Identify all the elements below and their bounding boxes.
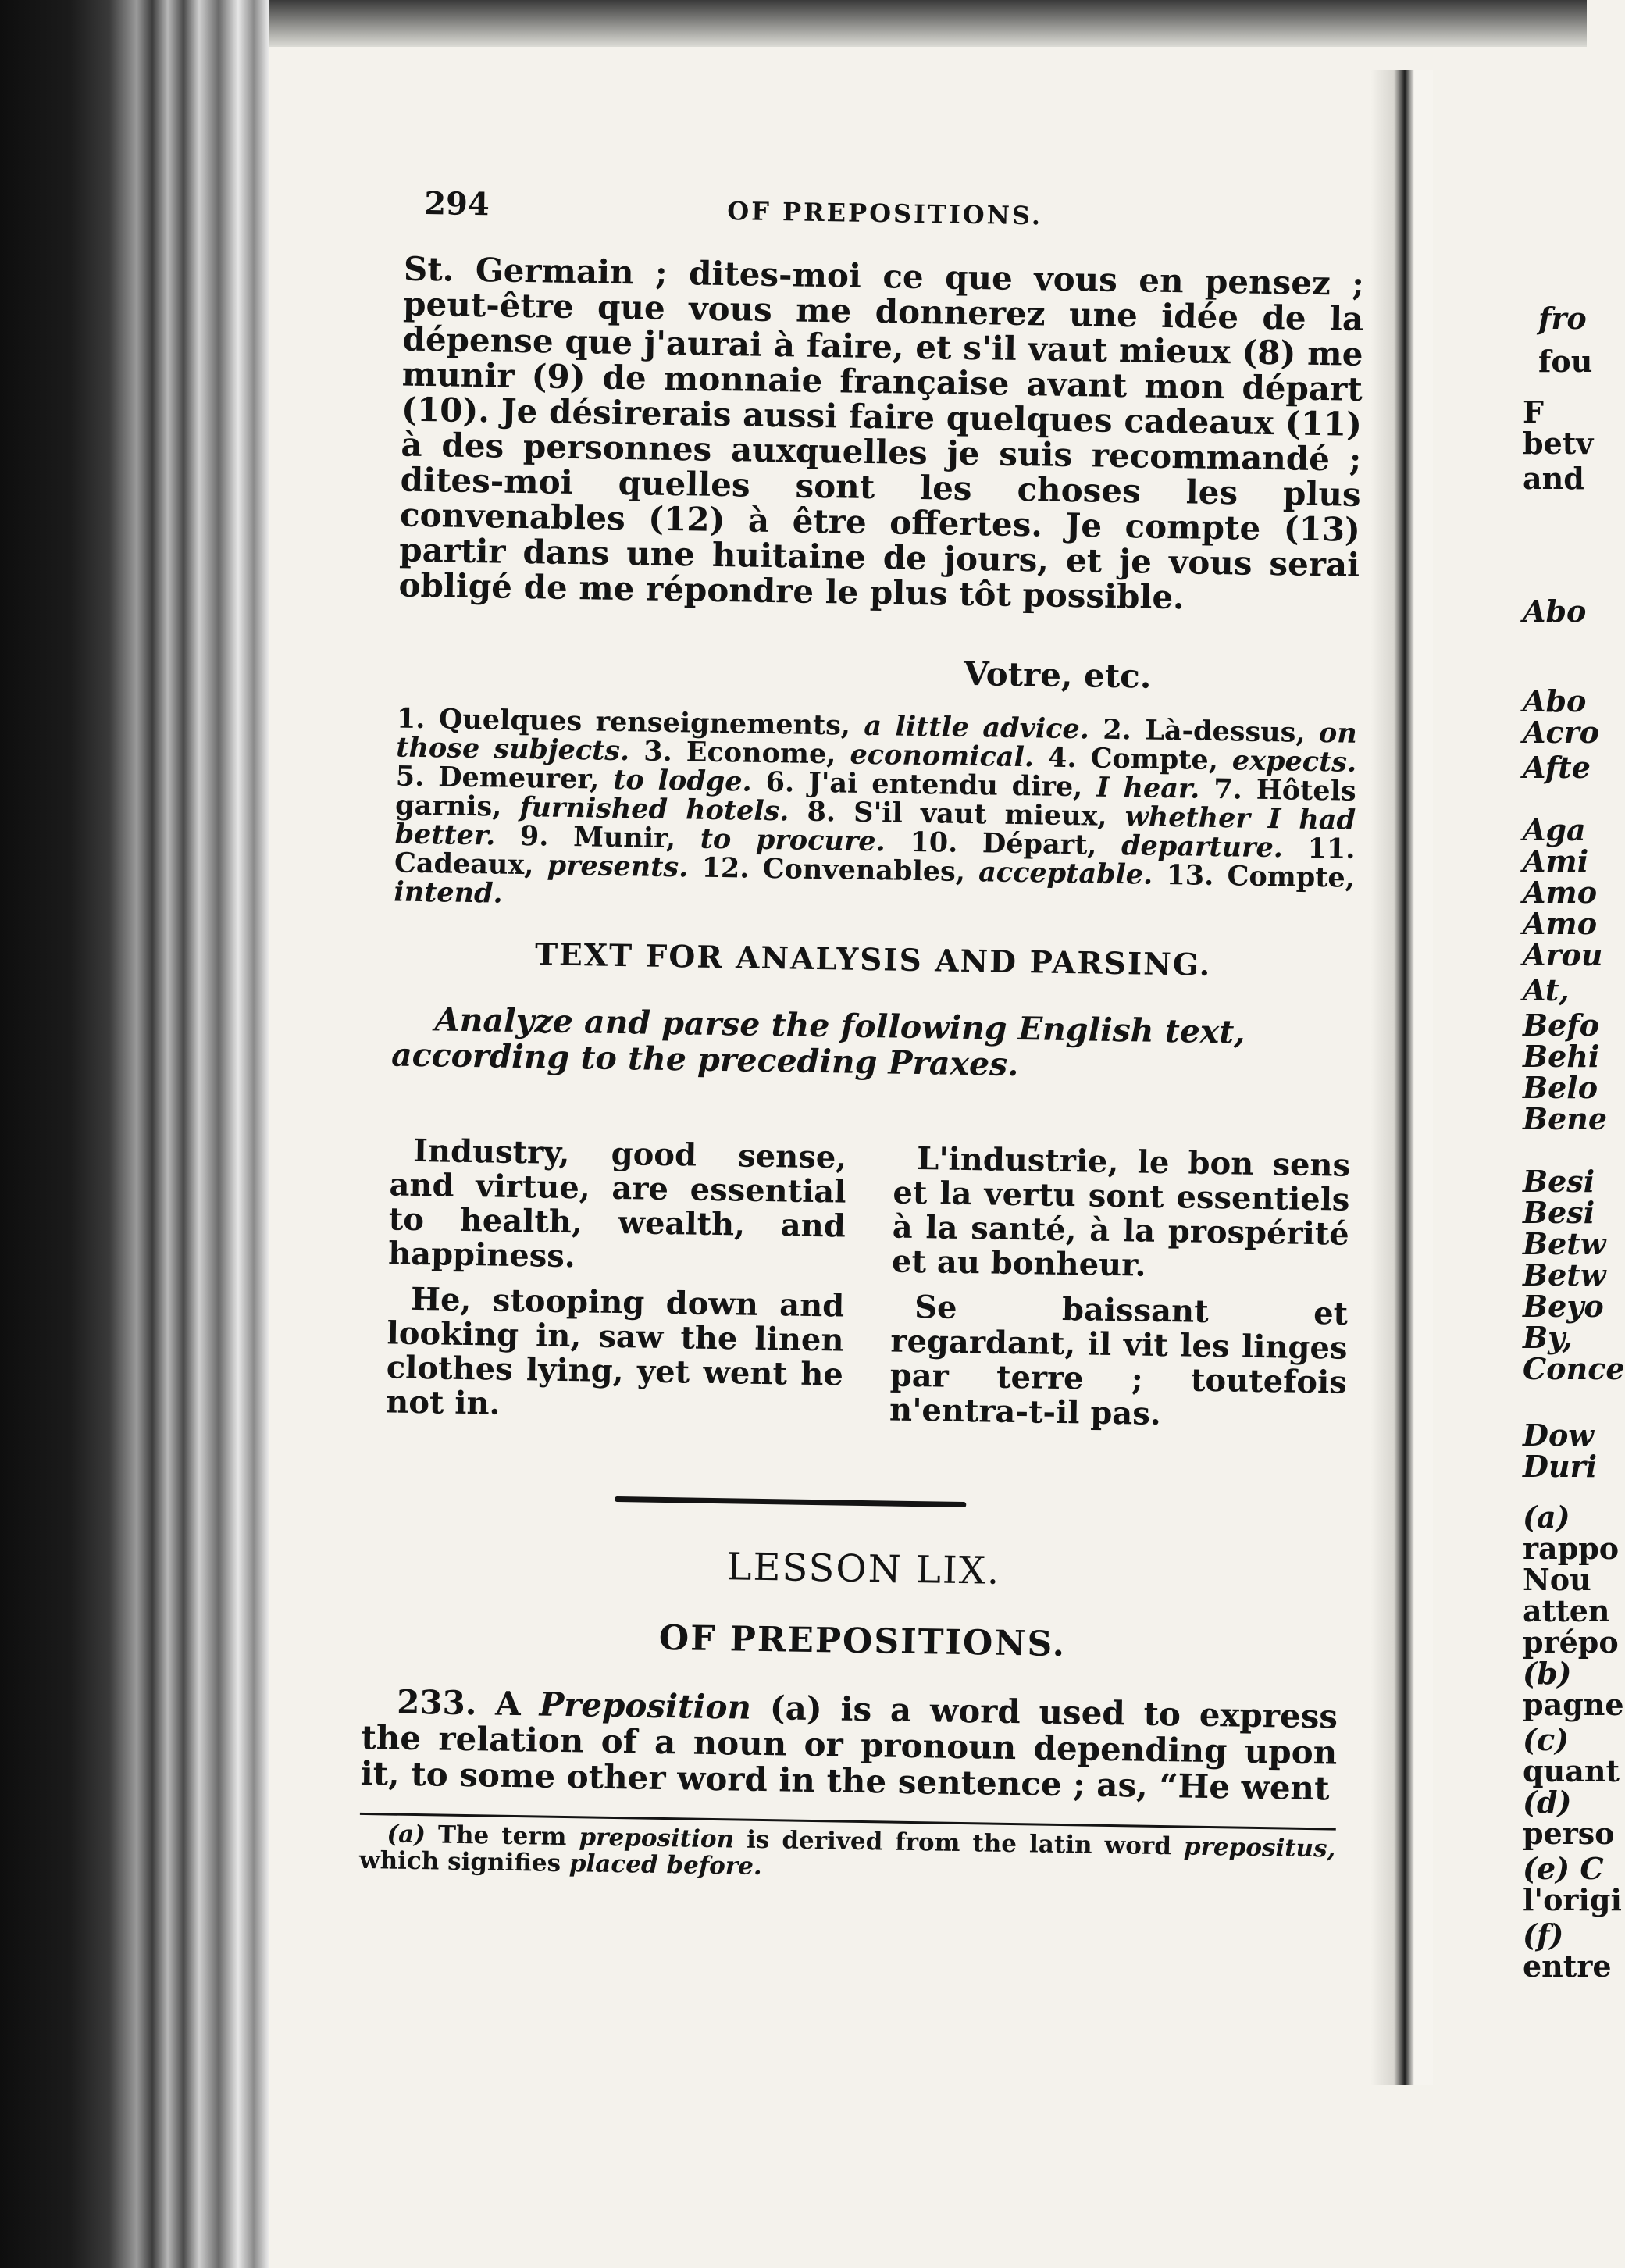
note-english: presents.: [547, 849, 702, 884]
adjacent-page-fragment: Beyo: [1523, 1289, 1604, 1324]
adjacent-page-fragment: fou: [1538, 344, 1593, 379]
footnote-term: preposition: [579, 1823, 735, 1854]
adjacent-page-fragment: pagne: [1523, 1687, 1624, 1722]
note-english: departure.: [1121, 829, 1308, 865]
adjacent-page-fragment: Behi: [1523, 1039, 1600, 1074]
note-french: Demeurer,: [437, 761, 614, 796]
adjacent-page-fragment: Betw: [1523, 1226, 1606, 1261]
adjacent-page-fragment: quant: [1523, 1753, 1620, 1788]
note-number: 5.: [395, 760, 439, 793]
footnote-mark: (a): [387, 1820, 426, 1849]
page-number: 294: [423, 184, 490, 223]
adjacent-page-fragment: prépo: [1523, 1624, 1619, 1660]
adjacent-page-fragment: Nou: [1523, 1562, 1591, 1597]
note-french: Quelques renseignements,: [438, 703, 864, 742]
note-number: 8.: [807, 795, 854, 829]
footnote-meaning: placed before.: [568, 1849, 763, 1881]
footnote-text: which signifies: [358, 1845, 561, 1878]
running-head: OF PREPOSITIONS.: [727, 196, 1043, 231]
french-paragraph: L'industrie, le bon sens et la vertu sont essentiels à la santé, à la prospérité et au bonheur.: [891, 1140, 1351, 1284]
note-french: Econome,: [686, 736, 850, 771]
rule-term: Preposition: [539, 1685, 752, 1727]
adjacent-page-fragment: Befo: [1523, 1007, 1599, 1043]
adjacent-page-fragment: Conce: [1523, 1351, 1625, 1386]
note-number: 2.: [1103, 713, 1146, 747]
note-french: Cadeaux,: [394, 847, 548, 882]
note-english: whether I had better.: [394, 801, 1356, 852]
parallel-text: [386, 1133, 1351, 1445]
adjacent-page-fragment: perso: [1523, 1816, 1615, 1851]
note-french: Hôtels garnis,: [394, 773, 1356, 823]
note-number: 1.: [396, 702, 440, 736]
french-paragraph: Se baissant et regardant, il vit les linges par terre ; toutefois n'entra-t-il pas.: [889, 1289, 1349, 1432]
note-number: 9.: [519, 820, 574, 854]
adjacent-page-fragment: betv: [1523, 426, 1594, 461]
footnote: [359, 1820, 1336, 1889]
note-english: expects.: [1231, 744, 1357, 779]
adjacent-page-fragment: Amo: [1523, 906, 1598, 941]
adjacent-page-fragment: (f): [1523, 1917, 1564, 1952]
adjacent-page-fragment: Acro: [1523, 715, 1599, 750]
note-french: Compte,: [1090, 742, 1233, 777]
adjacent-page-fragment: Afte: [1523, 750, 1591, 785]
adjacent-page-edge: [1445, 0, 1625, 2268]
analysis-instruction: Analyze and parse the following English text, according to the preceding Praxes.: [390, 1000, 1245, 1084]
adjacent-page-fragment: Dow: [1523, 1418, 1595, 1453]
adjacent-page-fragment: fro: [1538, 301, 1587, 336]
lesson-title: LESSON LIX.: [726, 1545, 1001, 1593]
letter-text: St. Germain ; dites-moi ce que vous en pensez ; peut-être que vous me donnerez une idée de la dépense que j'aurai à faire, et s'il vaut mieux (8) me munir (9) de monnaie française avant mon départ (10). Je désirerais aussi faire quelques cadeaux (11) à des personnes auxquelles je suis recommandé ; dites-moi quelles sont les choses les plus convenables (12) à être offertes. Je compte (13) partir dans une huitaine de jours, et je vous serai obligé de me répondre le plus tôt possible.: [398, 249, 1365, 617]
note-english: to lodge.: [612, 763, 767, 798]
note-english: economical.: [850, 738, 1049, 774]
adjacent-page-fragment: Abo: [1523, 594, 1587, 629]
adjacent-page-fragment: Aga: [1523, 812, 1586, 847]
english-paragraph: He, stooping down and looking in, saw the linen clothes lying, yet went he not in.: [385, 1280, 845, 1422]
note-english: to procure.: [700, 822, 910, 858]
rule-paragraph: [360, 1684, 1338, 1807]
adjacent-page-fragment: Ami: [1523, 843, 1589, 879]
adjacent-page-fragment: By,: [1523, 1320, 1573, 1355]
note-english: acceptable.: [978, 856, 1167, 892]
adjacent-page-fragment: rappo: [1523, 1531, 1620, 1566]
footnote-text: is derived from the latin word: [746, 1825, 1172, 1861]
adjacent-page-fragment: entre: [1523, 1949, 1612, 1984]
note-french: J'ai entendu dire,: [807, 766, 1097, 804]
lesson-subtitle: OF PREPOSITIONS.: [658, 1617, 1067, 1665]
note-number: 7.: [1213, 772, 1257, 806]
adjacent-page-fragment: F: [1523, 394, 1544, 430]
note-number: 12.: [701, 851, 764, 885]
french-column: [889, 1142, 1351, 1446]
note-french: Départ,: [982, 827, 1122, 862]
letter-body: [398, 251, 1364, 618]
book-page-294: [252, 15, 1388, 2219]
footnote-latin: prepositus,: [1183, 1832, 1336, 1863]
adjacent-page-fragment: (c): [1523, 1722, 1570, 1757]
analysis-heading: TEXT FOR ANALYSIS AND PARSING.: [534, 936, 1212, 983]
adjacent-page-fragment: Bene: [1523, 1101, 1608, 1136]
note-french: Là-dessus,: [1144, 714, 1320, 750]
note-french: Compte,: [1227, 860, 1356, 894]
footnote-text: The term: [437, 1820, 567, 1852]
english-paragraph: Industry, good sense, and virtue, are essential to health, wealth, and happiness.: [387, 1132, 847, 1275]
adjacent-page-fragment: Belo: [1523, 1070, 1598, 1105]
rule-text: is a word used to express the relation of a noun or pronoun depending upon it, to some other word in the sentence ; as, “He went: [360, 1689, 1338, 1808]
adjacent-page-fragment: Abo: [1523, 683, 1587, 719]
note-number: 6.: [765, 765, 809, 799]
adjacent-page-fragment: Duri: [1523, 1449, 1598, 1484]
adjacent-page-fragment: l'origi: [1523, 1882, 1622, 1917]
note-number: 4.: [1047, 741, 1091, 775]
adjacent-page-fragment: (a): [1523, 1500, 1570, 1535]
book-spine: [0, 0, 269, 2268]
note-french: Munir,: [572, 821, 701, 855]
adjacent-page-fragment: At,: [1523, 972, 1570, 1007]
english-column: [386, 1133, 847, 1437]
note-number: 11.: [1307, 832, 1356, 865]
note-english: a little advice.: [864, 709, 1103, 746]
analysis-instruction-block: [391, 1000, 1352, 1087]
adjacent-page-fragment: Besi: [1523, 1164, 1595, 1199]
adjacent-page-fragment: Besi: [1523, 1195, 1595, 1230]
note-number: 13.: [1166, 859, 1228, 893]
note-french: S'il vaut mieux,: [853, 796, 1126, 833]
adjacent-page-fragment: Arou: [1523, 937, 1603, 972]
adjacent-page-fragment: Amo: [1523, 875, 1598, 910]
adjacent-page-fragment: and: [1523, 461, 1584, 496]
adjacent-page-fragment: (b): [1523, 1656, 1572, 1691]
note-english: I hear.: [1096, 771, 1214, 805]
adjacent-page-fragment: (e) C: [1523, 1851, 1604, 1886]
section-divider: [615, 1496, 966, 1507]
rule-footnote-mark: (a): [769, 1689, 823, 1728]
rule-number: 233.: [396, 1682, 477, 1723]
vocabulary-notes: [394, 704, 1357, 922]
letter-closing: Votre, etc.: [963, 654, 1152, 696]
adjacent-page-fragment: atten: [1523, 1593, 1610, 1628]
note-french: Convenables,: [762, 852, 979, 889]
note-english: intend.: [394, 875, 504, 910]
rule-lead: A: [494, 1684, 522, 1724]
note-english: on those subjects.: [396, 717, 1358, 768]
adjacent-page-fragment: Betw: [1523, 1257, 1606, 1293]
page-header: [424, 185, 1385, 247]
note-number: 10.: [910, 826, 983, 860]
note-english: furnished hotels.: [519, 790, 807, 828]
adjacent-page-fragment: (d): [1523, 1785, 1572, 1820]
note-number: 3.: [643, 735, 687, 768]
